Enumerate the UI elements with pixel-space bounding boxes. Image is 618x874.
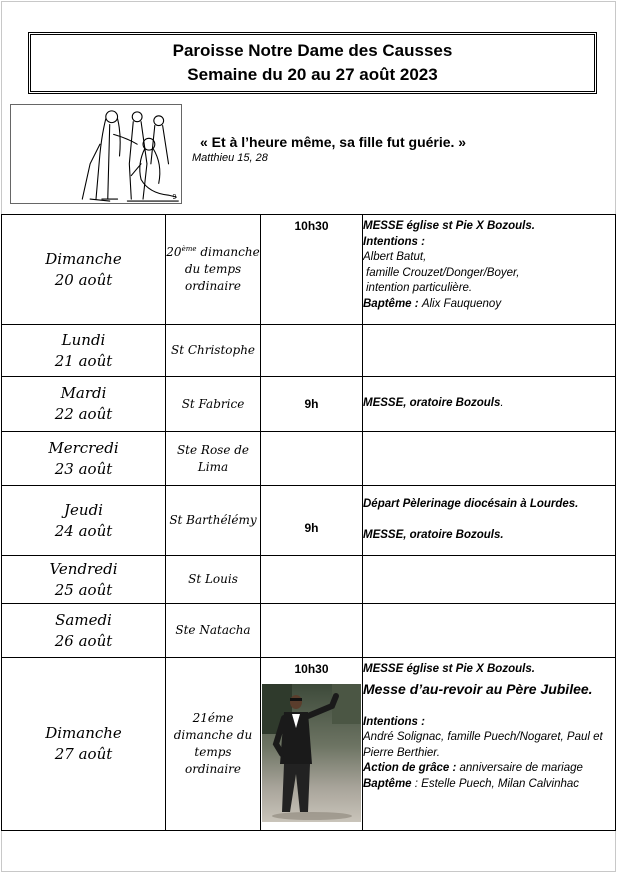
bapteme-label: Baptême — [363, 777, 412, 790]
intention-item: famille Crouzet/Donger/Boyer, — [366, 266, 520, 279]
mass-time — [261, 556, 363, 604]
gospel-reference: Matthieu 15, 28 — [192, 152, 268, 164]
day-name: Vendredi — [49, 559, 118, 578]
info-cell — [363, 432, 616, 486]
gospel-illustration — [10, 104, 182, 204]
intentions-label: Intentions : — [363, 235, 425, 248]
gospel-quote: « Et à l’heure même, sa fille fut guérie. » — [200, 134, 467, 150]
mass-location: MESSE, oratoire Bozouls. — [363, 529, 504, 541]
table-row — [2, 432, 616, 486]
saint-cell: Ste Rose de Lima — [166, 432, 261, 486]
title-line-2: Semaine du 20 au 27 août 2023 — [187, 65, 438, 84]
table-row — [2, 377, 616, 432]
day-name: Mardi — [60, 384, 107, 402]
day-date: 20 août — [54, 270, 113, 289]
info-cell — [363, 604, 616, 658]
day-name: Dimanche — [45, 724, 122, 742]
day-date: 22 août — [54, 405, 113, 423]
title-line-1: Paroisse Notre Dame des Causses — [172, 41, 453, 60]
info-cell — [363, 658, 616, 831]
mass-time — [261, 486, 363, 556]
mass-time — [261, 325, 363, 377]
mass-location: MESSE église st Pie X Bozouls. — [363, 663, 535, 675]
mass-suffix: . — [500, 397, 504, 410]
mass-time-cell — [261, 658, 363, 831]
table-row — [2, 604, 616, 658]
intention-item: intention particulière. — [366, 282, 473, 295]
illustration-number: 9 — [172, 194, 177, 202]
mass-time: 10h30 — [261, 215, 363, 325]
mass-location: MESSE église st Pie X Bozouls. — [363, 220, 535, 232]
intention-text: André Solignac, famille Puech/Nogaret, Paul et Pierre Berthier. — [363, 731, 603, 759]
table-row — [2, 325, 616, 377]
day-name: Lundi — [61, 330, 106, 349]
day-cell — [2, 658, 166, 831]
day-name: Dimanche — [45, 249, 122, 268]
mass-time — [261, 432, 363, 486]
bapteme-name: Alix Fauquenoy — [421, 297, 502, 310]
day-name: Mercredi — [48, 438, 119, 457]
day-cell — [2, 432, 166, 486]
info-cell — [363, 556, 616, 604]
day-name: Samedi — [55, 610, 112, 629]
intention-item: Albert Batut, — [363, 251, 427, 264]
saint-cell: Ste Natacha — [166, 604, 261, 658]
day-cell — [2, 377, 166, 432]
table-row — [2, 215, 616, 325]
sunday-label: dimanche du temps ordinaire — [184, 245, 260, 293]
table-row — [2, 658, 616, 831]
day-cell — [2, 325, 166, 377]
title-box — [28, 32, 597, 94]
grace-label: Action de grâce : — [363, 762, 457, 775]
mass-location: MESSE, oratoire Bozouls — [363, 397, 501, 410]
day-name: Jeudi — [64, 500, 103, 519]
day-date: 21 août — [54, 351, 113, 370]
saint-cell: St Christophe — [166, 325, 261, 377]
bapteme-label: Baptême : — [363, 297, 419, 310]
mass-time: 10h30 — [294, 662, 329, 676]
pilgrimage-note: Départ Pèlerinage diocésain à Lourdes. — [363, 498, 579, 511]
saint-cell: 21éme dimanche du temps ordinaire — [166, 658, 261, 831]
info-cell — [363, 377, 616, 432]
day-date: 27 août — [54, 745, 113, 763]
day-date: 25 août — [54, 580, 113, 599]
ordinal-suffix: ème — [181, 245, 197, 253]
saint-cell — [166, 215, 261, 325]
info-cell — [363, 486, 616, 556]
mass-time — [261, 604, 363, 658]
day-cell — [2, 604, 166, 658]
table-row — [2, 486, 616, 556]
day-date: 24 août — [54, 521, 113, 540]
table-row — [2, 556, 616, 604]
intentions-label: Intentions : — [363, 715, 425, 728]
day-cell — [2, 556, 166, 604]
mass-time-value: 9h — [304, 521, 319, 535]
saint-cell: St Louis — [166, 556, 261, 604]
saint-cell: St Barthélémy — [166, 486, 261, 556]
farewell-mass: Messe d’au-revoir au Père Jubilee. — [363, 680, 593, 697]
info-cell — [363, 215, 616, 325]
day-cell — [2, 486, 166, 556]
priest-photo — [262, 684, 361, 822]
day-date: 26 août — [54, 631, 113, 650]
mass-time: 9h — [261, 377, 363, 432]
saint-cell: St Fabrice — [166, 377, 261, 432]
day-date: 23 août — [54, 459, 113, 478]
schedule-table — [1, 214, 616, 831]
day-cell — [2, 215, 166, 325]
sunday-number: 20 — [166, 245, 182, 259]
grace-text: anniversaire de mariage — [459, 762, 583, 775]
bapteme-names: : Estelle Puech, Milan Calvinhac — [411, 777, 580, 790]
info-cell — [363, 325, 616, 377]
